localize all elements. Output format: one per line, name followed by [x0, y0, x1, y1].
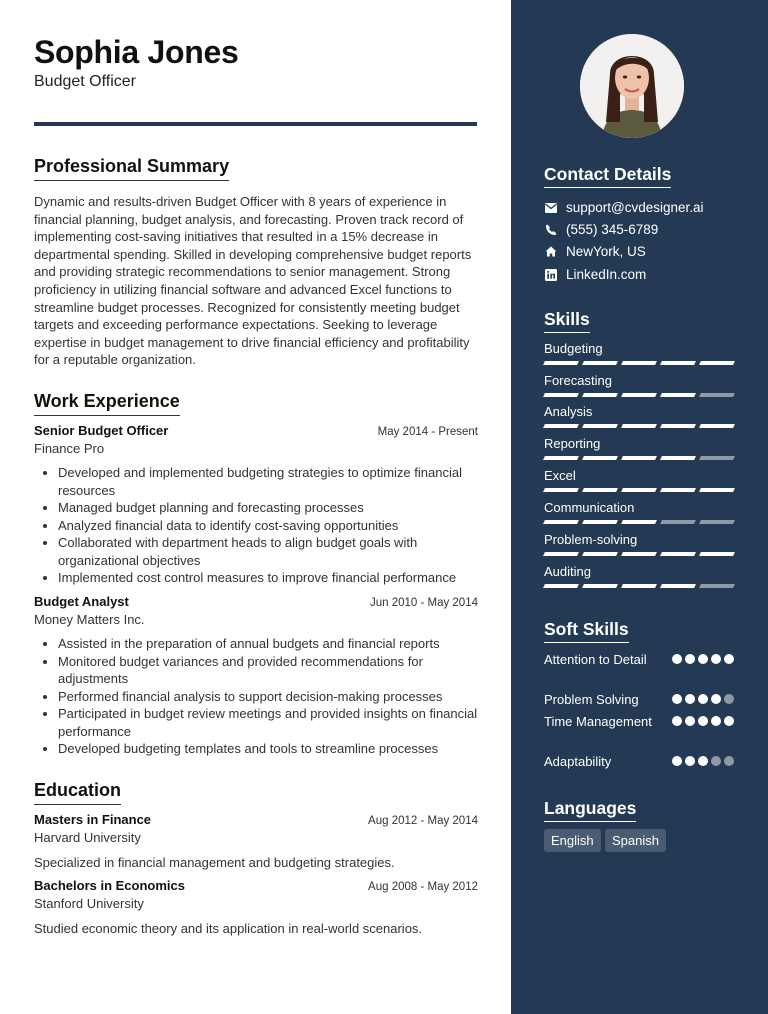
rating-dot	[698, 654, 708, 664]
soft-skill-item	[544, 753, 734, 770]
job-entry	[34, 594, 478, 758]
candidate-role: Budget Officer	[34, 73, 136, 90]
soft-skill-name: Attention to Detail	[544, 652, 647, 667]
soft-skill-rating	[672, 756, 734, 766]
rating-dot	[724, 694, 734, 704]
skill-level-segment	[699, 361, 735, 365]
rating-dot	[711, 756, 721, 766]
skill-level-segment	[699, 552, 735, 556]
linkedin-text: LinkedIn.com	[566, 267, 647, 282]
job-company: Finance Pro	[34, 441, 105, 456]
skill-name: Analysis	[544, 404, 593, 419]
skill-level-segment	[582, 520, 618, 524]
rating-dot	[672, 654, 682, 664]
skill-name: Communication	[544, 500, 635, 515]
skills-heading: Skills	[544, 309, 590, 333]
job-date: May 2014 - Present	[377, 426, 478, 438]
mail-icon	[544, 201, 558, 215]
education-description: Studied economic theory and its application in real-world scenarios.	[34, 921, 423, 936]
education-date: Aug 2012 - May 2014	[368, 815, 478, 827]
summary-heading: Professional Summary	[34, 156, 229, 181]
list-item: • Developed and implemented budgeting strategies to optimize financial resources	[58, 464, 478, 499]
list-item: • Analyzed financial data to identify cost-saving opportunities	[58, 517, 478, 535]
education-description: Specialized in financial management and budgeting strategies.	[34, 855, 395, 870]
rating-dot	[685, 654, 695, 664]
soft-skill-name: Time Management	[544, 714, 652, 729]
skill-level-segment	[660, 520, 696, 524]
degree-title: Bachelors in Economics	[34, 878, 185, 893]
skill-level-bar	[544, 520, 734, 524]
skill-item	[544, 341, 734, 365]
languages-heading: Languages	[544, 798, 636, 822]
school-name: Stanford University	[34, 896, 144, 911]
skill-level-segment	[543, 361, 579, 365]
soft-skill-item	[544, 691, 734, 708]
list-item: • Managed budget planning and forecasting processes	[58, 499, 478, 517]
skill-level-bar	[544, 424, 734, 428]
skill-level-segment	[660, 552, 696, 556]
list-item: • Collaborated with department heads to align budget goals with organizational objectives	[58, 534, 478, 569]
skill-item	[544, 500, 734, 524]
job-company: Money Matters Inc.	[34, 612, 145, 627]
list-item: • Monitored budget variances and provided recommendations for adjustments	[58, 653, 478, 688]
skill-level-segment	[699, 520, 735, 524]
skill-level-segment	[660, 456, 696, 460]
soft-skill-rating	[672, 694, 734, 704]
school-name: Harvard University	[34, 830, 141, 845]
skill-level-segment	[699, 393, 735, 397]
skill-level-segment	[660, 488, 696, 492]
language-chip: Spanish	[605, 829, 666, 852]
skill-level-segment	[582, 584, 618, 588]
rating-dot	[698, 756, 708, 766]
skill-name: Reporting	[544, 436, 601, 451]
job-bullets	[34, 464, 478, 587]
skill-name: Problem-solving	[544, 532, 638, 547]
soft-skill-item	[544, 651, 734, 668]
soft-skill-name: Adaptability	[544, 754, 612, 769]
soft-skill-name: Problem Solving	[544, 692, 639, 707]
rating-dot	[672, 716, 682, 726]
skill-level-bar	[544, 488, 734, 492]
skill-level-bar	[544, 584, 734, 588]
skill-level-bar	[544, 552, 734, 556]
skill-item	[544, 468, 734, 492]
skill-level-segment	[621, 584, 657, 588]
rating-dot	[672, 694, 682, 704]
skill-level-bar	[544, 361, 734, 365]
skill-level-segment	[621, 393, 657, 397]
list-item: • Performed financial analysis to support decision-making processes	[58, 688, 478, 706]
skill-item	[544, 404, 734, 428]
list-item: • Developed budgeting templates and tools to streamline processes	[58, 740, 478, 758]
skill-level-segment	[543, 552, 579, 556]
job-bullets	[34, 635, 478, 758]
skill-level-segment	[621, 424, 657, 428]
profile-photo	[580, 34, 684, 138]
skill-level-bar	[544, 456, 734, 460]
summary-text: Dynamic and results-driven Budget Officer with 8 years of experience in financial planning, budget analysis, and forecasting. Proven track record of implementing cost-saving initiatives that resulted in a 15% decrease in departmental spending. Skilled in developing comprehensive budget reports and providing strategic recommendations to senior management. Strong proficiency in utilizing financial software and advanced Excel functions to streamline budget processes. Recognized for consistently meeting budget targets and exceeding performance expectations. Seeking to leverage expertise in budget management to drive financial efficiency and profitability for a reputable organization.	[34, 194, 472, 368]
language-chip: English	[544, 829, 601, 852]
skill-level-segment	[660, 393, 696, 397]
skill-level-segment	[621, 361, 657, 365]
job-date: Jun 2010 - May 2014	[369, 597, 478, 609]
skill-level-segment	[582, 456, 618, 460]
skill-item	[544, 564, 734, 588]
skill-level-segment	[543, 456, 579, 460]
job-title: Senior Budget Officer	[34, 423, 169, 438]
skill-level-segment	[699, 488, 735, 492]
skill-level-segment	[543, 520, 579, 524]
rating-dot	[672, 756, 682, 766]
skill-item	[544, 373, 734, 397]
contact-email[interactable]	[544, 200, 704, 215]
skill-level-segment	[543, 393, 579, 397]
contact-phone[interactable]	[544, 222, 658, 237]
skill-level-segment	[543, 424, 579, 428]
skill-level-segment	[699, 424, 735, 428]
skill-level-segment	[582, 361, 618, 365]
skill-name: Budgeting	[544, 341, 603, 356]
rating-dot	[698, 694, 708, 704]
skill-name: Excel	[544, 468, 576, 483]
candidate-name: Sophia Jones	[34, 34, 239, 70]
skill-level-segment	[582, 393, 618, 397]
skill-item	[544, 532, 734, 556]
list-item: • Implemented cost control measures to improve financial performance	[58, 569, 478, 587]
skill-level-segment	[582, 424, 618, 428]
rating-dot	[698, 716, 708, 726]
rating-dot	[711, 694, 721, 704]
skill-level-segment	[699, 456, 735, 460]
skill-level-segment	[543, 488, 579, 492]
skill-level-segment	[699, 584, 735, 588]
skill-item	[544, 436, 734, 460]
soft-skill-rating	[672, 716, 734, 726]
header-divider	[34, 122, 477, 126]
list-item: • Participated in budget review meetings and provided insights on financial performance	[58, 705, 478, 740]
location-text: NewYork, US	[566, 244, 646, 259]
skill-level-bar	[544, 393, 734, 397]
rating-dot	[724, 756, 734, 766]
contact-heading: Contact Details	[544, 164, 671, 188]
phone-text: (555) 345-6789	[566, 222, 659, 237]
rating-dot	[685, 694, 695, 704]
rating-dot	[685, 756, 695, 766]
contact-location	[544, 244, 646, 259]
phone-icon	[544, 223, 558, 237]
home-icon	[544, 245, 558, 259]
rating-dot	[711, 716, 721, 726]
education-entry	[34, 878, 478, 936]
degree-title: Masters in Finance	[34, 812, 152, 827]
email-text: support@cvdesigner.ai	[566, 200, 704, 215]
education-date: Aug 2008 - May 2012	[368, 881, 478, 893]
education-heading: Education	[34, 780, 121, 805]
skill-level-segment	[621, 456, 657, 460]
experience-heading: Work Experience	[34, 391, 180, 416]
soft-skills-heading: Soft Skills	[544, 619, 629, 643]
skill-level-segment	[660, 584, 696, 588]
skill-level-segment	[621, 520, 657, 524]
skill-level-segment	[543, 584, 579, 588]
skill-name: Auditing	[544, 564, 591, 579]
rating-dot	[685, 716, 695, 726]
list-item: • Assisted in the preparation of annual budgets and financial reports	[58, 635, 478, 653]
skill-level-segment	[582, 552, 618, 556]
skill-level-segment	[660, 424, 696, 428]
rating-dot	[724, 654, 734, 664]
linkedin-icon	[544, 268, 558, 282]
soft-skill-item	[544, 713, 734, 730]
skill-level-segment	[582, 488, 618, 492]
skill-level-segment	[660, 361, 696, 365]
skill-name: Forecasting	[544, 373, 612, 388]
soft-skill-rating	[672, 654, 734, 664]
education-entry	[34, 812, 478, 870]
skill-level-segment	[621, 488, 657, 492]
contact-linkedin[interactable]	[544, 267, 646, 282]
job-entry	[34, 423, 478, 587]
rating-dot	[711, 654, 721, 664]
job-title: Budget Analyst	[34, 594, 129, 609]
rating-dot	[724, 716, 734, 726]
skill-level-segment	[621, 552, 657, 556]
